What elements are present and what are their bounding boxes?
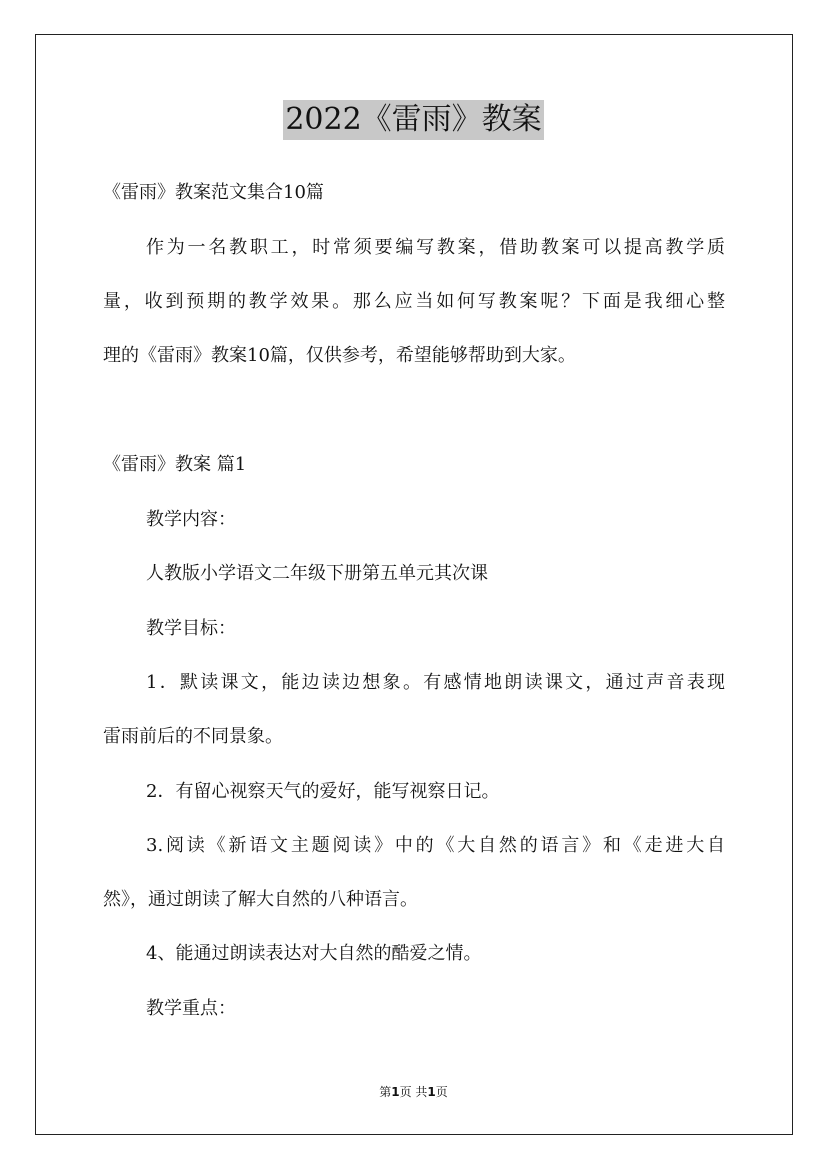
title-wrap xyxy=(0,100,827,140)
intro-line-3: 理的《雷雨》教案10篇，仅供参考，希望能够帮助到大家。 xyxy=(103,345,576,366)
subtitle: 《雷雨》教案范文集合10篇 xyxy=(103,182,324,203)
content-label: 教学内容： xyxy=(146,509,236,530)
page-footer xyxy=(0,1084,827,1100)
footer-mid: 页 共 xyxy=(399,1085,428,1099)
goals-label: 教学目标： xyxy=(146,618,236,639)
intro-line-2: 量，收到预期的教学效果。那么应当如何写教案呢？下面是我细心整 xyxy=(103,291,725,312)
footer-page-number: 1 xyxy=(391,1085,400,1099)
section-heading: 《雷雨》教案 篇1 xyxy=(103,454,247,475)
focus-label: 教学重点： xyxy=(146,998,236,1019)
footer-suffix: 页 xyxy=(435,1085,448,1099)
goal3-line-2: 然》，通过朗读了解大自然的八种语言。 xyxy=(103,889,418,910)
document-title: 2022《雷雨》教案 xyxy=(283,100,543,140)
intro-line-1: 作为一名教职工，时常须要编写教案，借助教案可以提高教学质 xyxy=(146,237,725,258)
footer-page-total: 1 xyxy=(427,1085,436,1099)
goal1-line-2: 雷雨前后的不同景象。 xyxy=(103,726,283,747)
footer-prefix: 第 xyxy=(379,1085,392,1099)
goal4: 4、能通过朗读表达对大自然的酷爱之情。 xyxy=(146,943,482,964)
content-text: 人教版小学语文二年级下册第五单元其次课 xyxy=(146,563,488,584)
goal1-line-1: 1．默读课文，能边读边想象。有感情地朗读课文，通过声音表现 xyxy=(146,672,725,693)
goal2: 2．有留心视察天气的爱好，能写视察日记。 xyxy=(146,781,500,802)
goal3-line-1: 3.阅读《新语文主题阅读》中的《大自然的语言》和《走进大自 xyxy=(146,835,725,856)
